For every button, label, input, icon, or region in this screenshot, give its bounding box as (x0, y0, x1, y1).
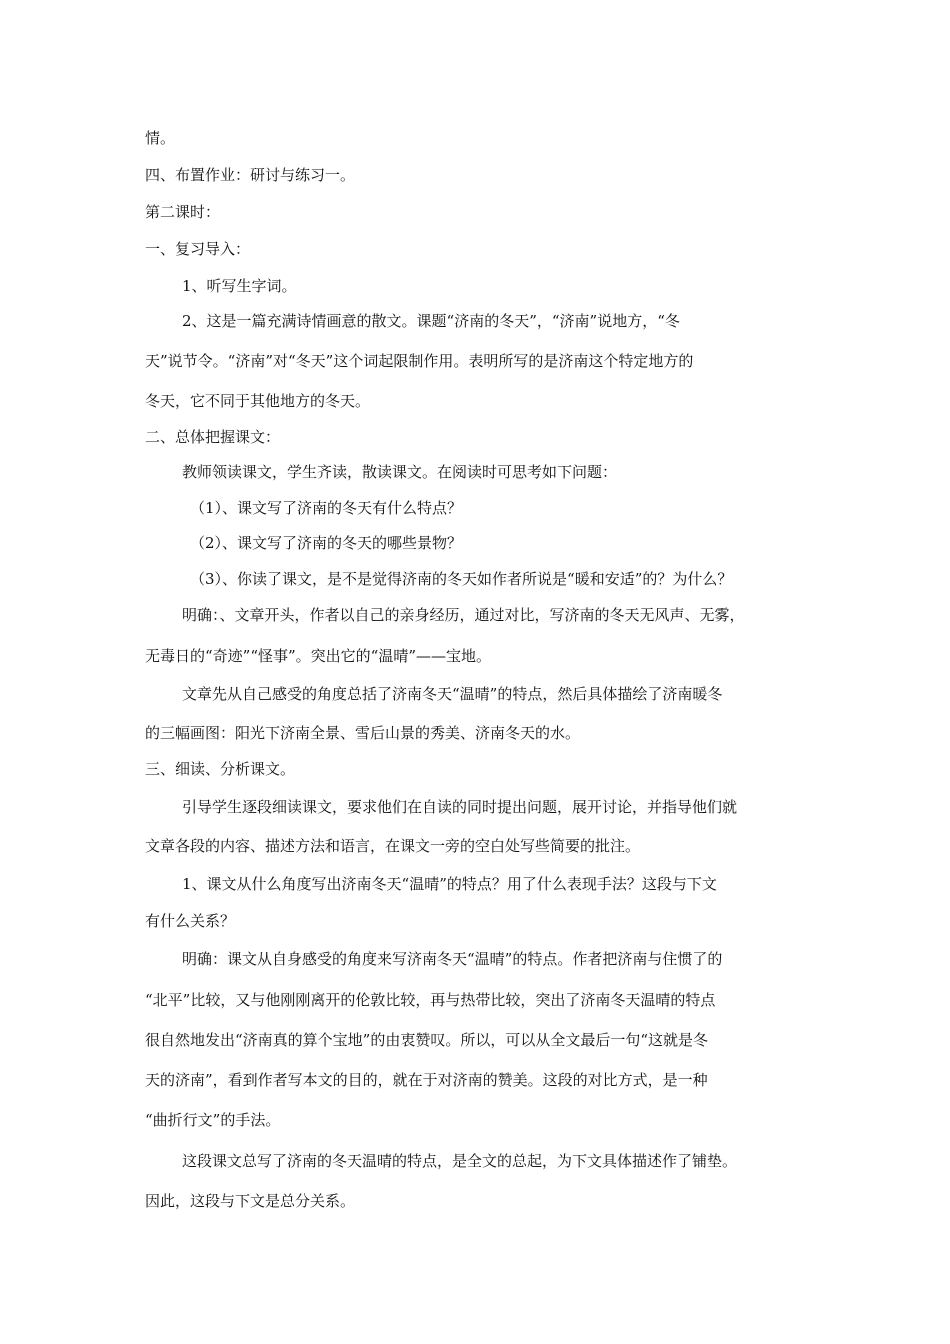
text-line: 这段课文总写了济南的冬天温晴的特点，是全文的总起，为下文具体描述作了铺垫。 (182, 1152, 738, 1170)
text-line: 天的济南”，看到作者写本文的目的，就在于对济南的赞美。这段的对比方式，是一种 (145, 1071, 708, 1089)
text-line: （2）、课文写了济南的冬天的哪些景物？ (190, 534, 463, 552)
text-line: 1、课文从什么角度写出济南冬天“温晴”的特点？用了什么表现手法？这段与下文 (182, 875, 717, 893)
text-line: 文章各段的内容、描述方法和语言，在课文一旁的空白处写些简要的批注。 (145, 837, 641, 855)
text-line: 天”说节令。“济南”对“冬天”这个词起限制作用。表明所写的是济南这个特定地方的 (145, 352, 694, 370)
text-line: “曲折行文”的手法。 (145, 1111, 281, 1129)
text-line: 冬天，它不同于其他地方的冬天。 (145, 392, 371, 410)
text-line: 明确：课文从自身感受的角度来写济南冬天“温晴”的特点。作者把济南与住惯了的 (182, 950, 723, 968)
text-line: 二、总体把握课文： (145, 428, 281, 446)
text-line: 明确：、文章开头，作者以自己的亲身经历，通过对比，写济南的冬天无风声、无雾， (182, 606, 745, 624)
text-line: 教师领读课文，学生齐读，散读课文。在阅读时可思考如下问题： (182, 463, 618, 481)
text-line: 的三幅画图：阳光下济南全景、雪后山景的秀美、济南冬天的水。 (145, 724, 581, 742)
text-line: 因此，这段与下文是总分关系。 (145, 1192, 356, 1210)
text-line: 四、布置作业：研讨与练习一。 (145, 166, 356, 184)
text-line: 文章先从自己感受的角度总括了济南冬天“温晴”的特点，然后具体描绘了济南暖冬 (182, 685, 723, 703)
text-line: 1、听写生字词。 (182, 277, 297, 295)
text-line: （3）、你读了课文，是不是觉得济南的冬天如作者所说是“暖和安适”的？为什么？ (190, 570, 733, 588)
text-line: 一、复习导入： (145, 240, 251, 258)
text-line: （1）、课文写了济南的冬天有什么特点？ (190, 499, 463, 517)
text-line: 很自然地发出“济南真的算个宝地”的由衷赞叹。所以，可以从全文最后一句“这就是冬 (145, 1031, 709, 1049)
text-line: 情。 (145, 129, 176, 147)
text-line: “北平”比较，又与他刚刚离开的伦敦比较，再与热带比较，突出了济南冬天温晴的特点 (145, 991, 716, 1009)
text-line: 无毒日的“奇迹”“怪事”。突出它的“温晴”——宝地。 (145, 647, 492, 665)
text-line: 有什么关系？ (145, 912, 236, 930)
text-line: 第二课时： (145, 203, 221, 221)
text-line: 引导学生逐段细读课文，要求他们在自读的同时提出问题，展开讨论，并指导他们就 (182, 798, 738, 816)
text-line: 2、这是一篇充满诗情画意的散文。课题“济南的冬天”，“济南”说地方，“冬 (182, 312, 680, 330)
text-line: 三、细读、分析课文。 (145, 760, 296, 778)
